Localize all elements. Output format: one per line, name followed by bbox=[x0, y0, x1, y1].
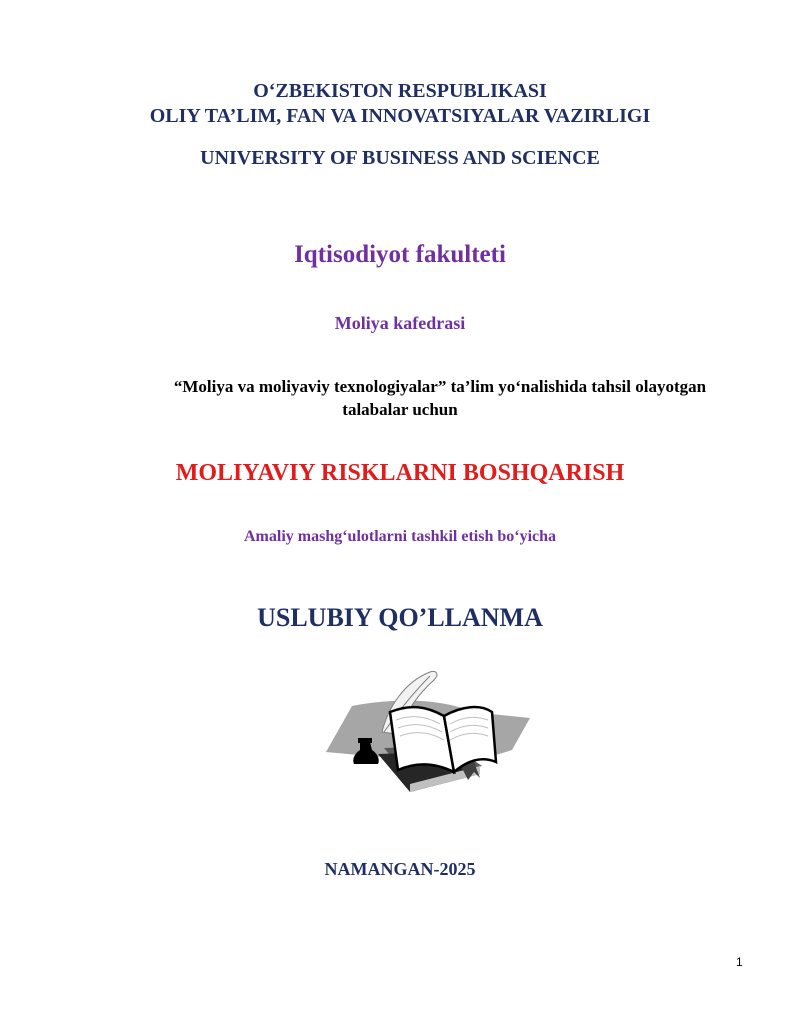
university-name: UNIVERSITY OF BUSINESS AND SCIENCE bbox=[200, 147, 600, 169]
book-quill-ink-icon bbox=[322, 668, 534, 794]
audience-line-2: talabalar uchun bbox=[342, 400, 458, 419]
ministry-name-line: OLIY TA’LIM, FAN VA INNOVATSIYALAR VAZIRLIGI bbox=[149, 105, 651, 127]
activity-subtitle: Amaliy mashg‘ulotlarni tashkil etish bo‘yicha bbox=[243, 528, 557, 545]
city-year: NAMANGAN-2025 bbox=[324, 859, 476, 879]
subject-title: MOLIYAVIY RISKLARNI BOSHQARISH bbox=[175, 460, 625, 486]
audience-line-1: “Moliya va moliyaviy texnologiyalar” ta’lim yo‘nalishida tahsil olayotgan bbox=[173, 377, 707, 396]
department-title: Moliya kafedrasi bbox=[334, 313, 466, 333]
faculty-title: Iqtisodiyot fakulteti bbox=[294, 241, 506, 268]
page-number: 1 bbox=[736, 955, 743, 969]
ministry-country-line: O‘ZBEKISTON RESPUBLIKASI bbox=[253, 80, 547, 102]
document-type-title: USLUBIY QO’LLANMA bbox=[257, 603, 543, 632]
